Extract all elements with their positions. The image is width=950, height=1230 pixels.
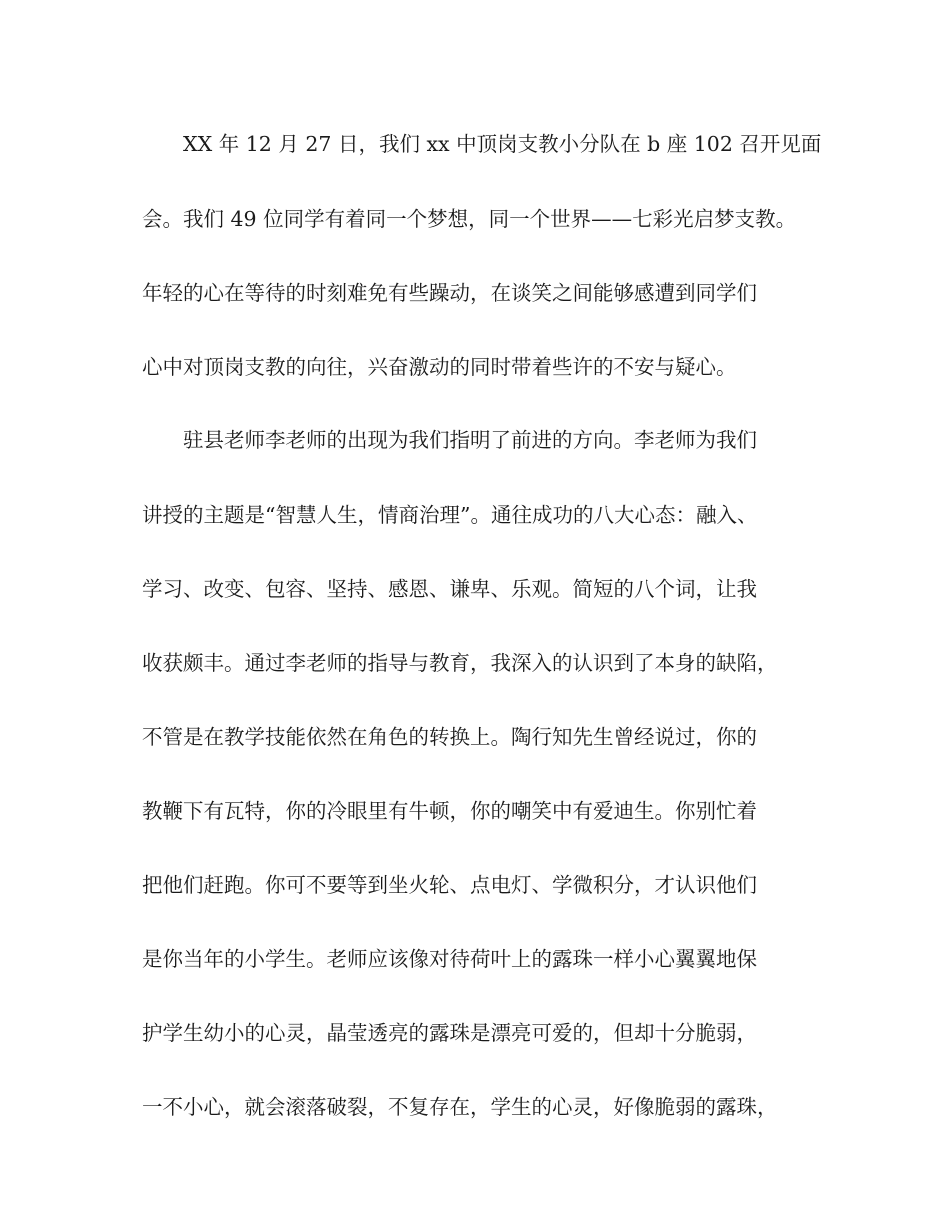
text-line: 驻县老师李老师的出现为我们指明了前进的方向。李老师为我们	[183, 428, 757, 452]
text-line: XX 年 12 月 27 日，我们 xx 中顶岗支教小分队在 b 座 102 召开见面	[183, 132, 822, 156]
text-line: 护学生幼小的心灵，晶莹透亮的露珠是漂亮可爱的，但却十分脆弱，	[142, 1021, 757, 1045]
text-line: 学习、改变、包容、坚持、感恩、谦卑、乐观。简短的八个词，让我	[142, 577, 757, 601]
text-line: 教鞭下有瓦特，你的冷眼里有牛顿，你的嘲笑中有爱迪生。你别忙着	[142, 799, 757, 823]
text-line: 年轻的心在等待的时刻难免有些躁动，在谈笑之间能够感遭到同学们	[142, 281, 757, 305]
text-line: 不管是在教学技能依然在角色的转换上。陶行知先生曾经说过，你的	[142, 725, 757, 749]
text-line: 收获颇丰。通过李老师的指导与教育，我深入的认识到了本身的缺陷，	[142, 651, 778, 675]
text-line: 一不小心，就会滚落破裂，不复存在，学生的心灵，好像脆弱的露珠，	[142, 1095, 778, 1119]
text-line: 会。我们 49 位同学有着同一个梦想，同一个世界——七彩光启梦支教。	[142, 207, 797, 231]
text-line: 把他们赶跑。你可不要等到坐火轮、点电灯、学微积分，才认识他们	[142, 873, 757, 897]
text-line: 是你当年的小学生。老师应该像对待荷叶上的露珠一样小心翼翼地保	[142, 947, 757, 971]
text-line: 讲授的主题是“智慧人生，情商治理”。通往成功的八大心态：融入、	[142, 503, 758, 527]
text-line: 心中对顶岗支教的向往，兴奋激动的同时带着些许的不安与疑心。	[142, 355, 737, 379]
